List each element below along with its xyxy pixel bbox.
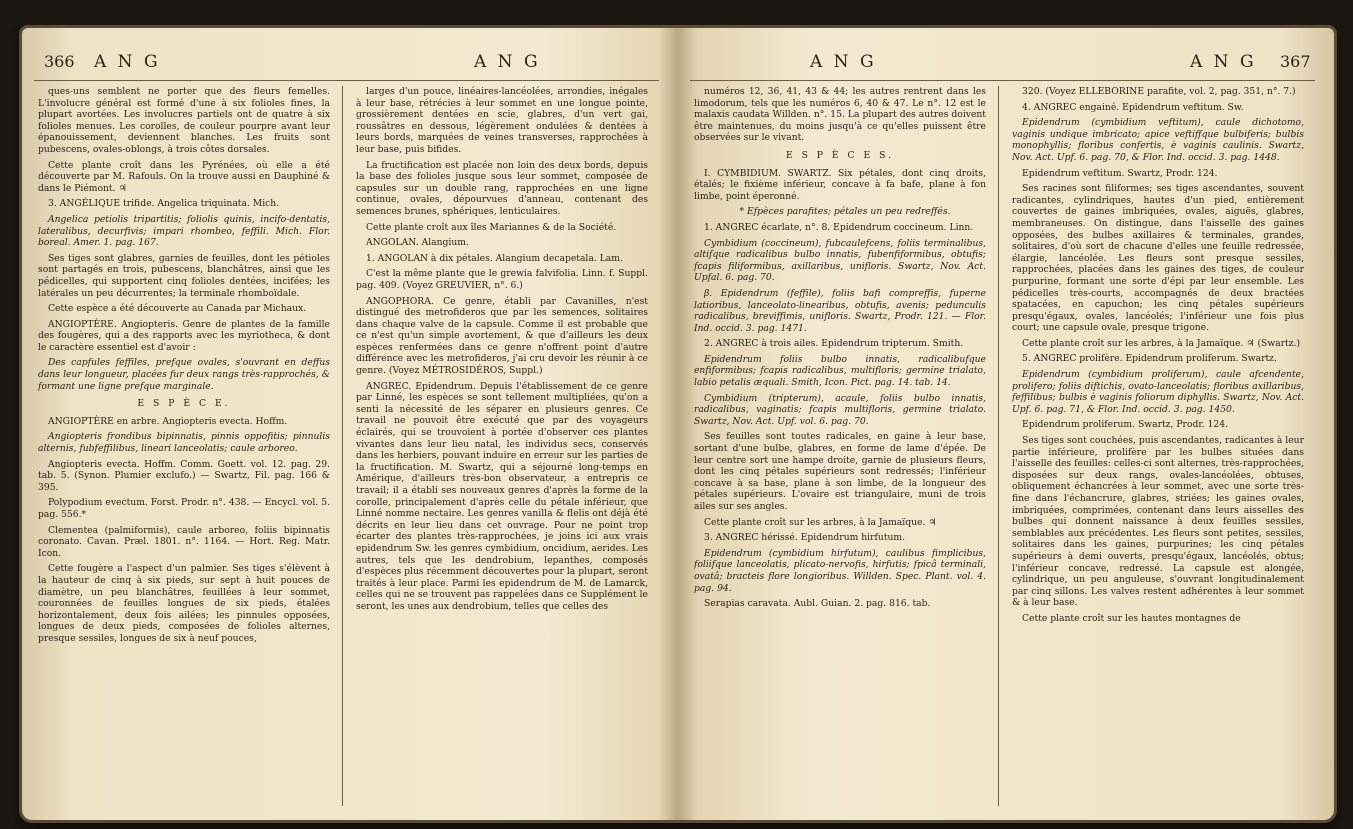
- paragraph: I. CYMBIDIUM. SWARTZ. Six pétales, dont cinq droits, étalés; le fixième inférieur, concave à fa bafe, plane à fon limbe, point éperonné.: [694, 167, 986, 202]
- paragraph: ANGOPHORA. Ce genre, établi par Cavanilles, n'est distingué des metrofideros que par les semences, solitaires dans chaque valve de la capsule. Comme il est probable que ce n'est qu'un simple avortement, & que d'ailleurs les deux espèces renfermées dans ce genre n'offrent point d'autre différence avec les metrofideros, j'ai cru devoir les réunir à ce genre. (Voyez MÉTROSIDÉROS, Suppl.): [356, 295, 648, 377]
- paragraph: Epidendrum veftitum. Swartz, Prodr. 124.: [1022, 167, 1218, 179]
- entry-heading: 1. ANGOLAN à dix pétales. Alangium decapetala. Lam.: [366, 252, 623, 264]
- entry-heading: 4. ANGREC engainé. Epidendrum veftitum. Sw.: [1022, 101, 1244, 113]
- right-page-columns: [690, 86, 1320, 808]
- entry-heading: ANGIOPTÈRE en arbre. Angiopteris evecta. Hoffm.: [48, 415, 288, 427]
- paragraph: Epidendrum foliis bulbo innatis, radicalibufque enfiformibus; fcapis radicalibus, multifloris; germine trialato, labio petalis æquali. Smith, Icon. Pict. pag. 14. tab. 14.: [694, 353, 986, 389]
- left-column-2: [356, 86, 648, 806]
- paragraph: C'est la même plante que le grewia falvifolia. Linn. f. Suppl. pag. 409. (Voyez GREUVIER, n°. 6.): [356, 268, 648, 291]
- entry-heading: ANGIOPTÈRE. Angiopteris. Genre de plantes de la famille des fougères, qui a des rapports avec les myriotheca, & dont le caractère essentiel est d'avoir :: [38, 318, 330, 353]
- left-page: [34, 48, 664, 808]
- paragraph: Cette fougère a l'aspect d'un palmier. Ses tiges s'élèvent à la hauteur de cinq à six pieds, sur sept à huit pouces de diamètre, un peu blanchâtres, feuillées à leur sommet, couronnées de feuilles longues de six pieds, étalées horizontalement, deux fois ailées; les pinnules opposées, longues de deux pieds, composées de folioles alternes, presque sessiles, longues de six à neuf pouces,: [38, 563, 330, 644]
- entry-heading: 3. ANGÉLIQUE trifide. Angelica triquinata. Mich.: [48, 198, 280, 210]
- entry-heading: 5. ANGREC prolifère. Epidendrum proliferum. Swartz.: [1022, 353, 1277, 365]
- paragraph: Cette plante croît aux îles Mariannes & de la Société.: [366, 221, 617, 233]
- paragraph: ques-uns semblent ne porter que des fleurs femelles. L'involucre général est formé d'une à six folioles fines, la plupart avortées. Les involucres partiels ont de quatre à six folioles menues. Les corolles, de couleur pourpre avant leur épanouissement, deviennent blanches. Les fruits sont pubescens, ovales-oblongs, à trois côtes dorsales.: [38, 86, 330, 155]
- column-rule: [998, 86, 999, 806]
- paragraph: Serapias caravata. Aubl. Guian. 2. pag. 816. tab.: [704, 598, 931, 610]
- right-page: [690, 48, 1320, 808]
- section-heading: E S P È C E S.: [785, 149, 895, 161]
- left-column-1: [38, 86, 330, 806]
- column-rule: [342, 86, 343, 806]
- header-rule: [690, 80, 1315, 81]
- paragraph: * Efpèces parafites; pétales un peu redreffés.: [739, 206, 951, 218]
- paragraph: Polypodium evectum. Forst. Prodr. n°. 438. — Encycl. vol. 5. pag. 556.*: [38, 497, 330, 520]
- paragraph: Angiopteris evecta. Hoffm. Comm. Goett. vol. 12. pag. 29. tab. 5. (Synon. Plumier exclufo.) — Swartz, Fil. pag. 166 & 395.: [38, 458, 330, 493]
- paragraph: Angiopteris frondibus bipinnatis, pinnis oppofitis; pinnulis alternis, fubfeffilibus, lineari lanceolatis; caule arboreo.: [38, 431, 330, 455]
- paragraph: Ses feuilles sont toutes radicales, en gaine à leur base, sortant d'une bulbe, glabres, en forme de lame d'épée. De leur centre sort une hampe droite, garnie de plusieurs fleurs, dont les cinq pétales supérieurs sont redressés; l'inférieur concave à sa base, plane à son limbe, de la longueur des pétales supérieurs. L'ovaire est triangulaire, muni de trois ailes sur ses angles.: [694, 431, 986, 512]
- open-book: [22, 28, 1334, 820]
- paragraph: Cette plante croît sur les hautes montagnes de: [1022, 612, 1241, 624]
- paragraph: Epidendrum (cymbidium veftitum), caule dichotomo, vaginis undique imbricato; apice veftiffque bulbiferis; bulbis monophyllis; floribus confertis, è vaginis caulinis. Swartz, Nov. Act. Upf. 6. pag. 70, & Flor. Ind. occid. 3. pag. 1448.: [1012, 117, 1304, 163]
- section-heading: E S P È C E.: [137, 398, 231, 410]
- paragraph: 320. (Voyez ELLÉBORINE parafite, vol. 2, pag. 351, n°. 7.): [1022, 86, 1296, 97]
- paragraph: Cette plante croît sur les arbres, à la Jamaïque. ♃: [704, 516, 937, 528]
- paragraph: Epidendrum (cymbidium proliferum), caule afcendente, prolifero; foliis diftichis, ovato-lanceolatis; floribus axillaribus, feffilibus; bulbis è vaginis foliorum diphyllis. Swartz, Nov. Act. Upf. 6. pag. 71, & Flor. Ind. occid. 3. pag. 1450.: [1012, 369, 1304, 415]
- running-head: A N G: [1190, 52, 1257, 72]
- paragraph: Epidendrum proliferum. Swartz, Prodr. 124.: [1022, 419, 1229, 431]
- paragraph: Cymbidium (tripterum), acaule, foliis bulbo innatis, radicalibus, vaginatis; fcapis multifloris, germine trialato. Swartz, Nov. Act. Upf. vol. 6. pag. 70.: [694, 392, 986, 427]
- left-page-columns: [34, 86, 664, 808]
- running-head: A N G: [474, 52, 541, 72]
- entry-heading: 2. ANGREC à trois ailes. Epidendrum tripterum. Smith.: [704, 338, 964, 350]
- paragraph: Epidendrum (cymbidium hirfutum), caulibus fimplicibus, foliifque lanceolatis, plicato-nervofis, hirfutis; fpicâ terminali, ovatâ; bracteis flore longioribus. Willden. Spec. Plant. vol. 4. pag. 94.: [694, 547, 986, 594]
- paragraph: β. Epidendrum (feffile), foliis bafi compreffis, fuperne latioribus, lanceolato-linearibus, obtufis, avenis; pedunculis radicalibus, breviffimis, unifloris. Swartz, Prodr. 121. — Flor. Ind. occid. 3. pag. 1471.: [694, 287, 986, 334]
- left-page-header: [34, 48, 664, 78]
- page-number: 366: [44, 52, 75, 71]
- paragraph: Cette plante croît dans les Pyrénées, où elle a été découverte par M. Rafouls. On la trouve aussi en Dauphiné & dans le Piémont. ♃: [38, 159, 330, 194]
- paragraph: Des capfules feffiles, prefque ovales, s'ouvrant en deffus dans leur longueur, placées fur deux rangs très-rapprochés, & formant une ligne prefque marginale.: [38, 357, 330, 392]
- right-column-2: [1012, 86, 1304, 806]
- paragraph: Cymbidium (coccineum), fubcaulefcens, foliis terminalibus, altifque radicalibus bulbo innatis, fubenfiformibus, obtufis; fcapis filiformibus, axillaribus, unifloris. Swartz, Nov. Act. Upfal. 6. pag. 70.: [694, 237, 986, 284]
- running-head: A N G: [810, 52, 877, 72]
- right-page-header: [690, 48, 1320, 78]
- paragraph: larges d'un pouce, linéaires-lancéolées, arrondies, inégales à leur base, rétrécies à leur sommet en une longue pointe, grossièrement dentées en scie, glabres, d'un vert gai, roussâtres en dessous, légèrement ondulées & dentées à leurs bords, marquées de veines transverses, rapprochées à leur base, puis bifides.: [356, 86, 648, 155]
- paragraph: numéros 12, 36, 41, 43 & 44; les autres rentrent dans les limodorum, tels que les numéros 6, 40 & 47. Le n°. 12 est le malaxis caudata Willden. n°. 15. La plupart des autres doivent être maintenues, du moins jusqu'à ce qu'elles puissent être observées sur le vivant.: [694, 86, 986, 144]
- running-head: A N G: [94, 52, 161, 72]
- paragraph: Ses tiges sont couchées, puis ascendantes, radicantes à leur partie inférieure, prolifère par les bulbes situées dans l'aisselle des feuilles: celles-ci sont alternes, très-rapprochées, disposées sur deux rangs, ovales-lancéolées, obtuses, obliquement échancrées à leur sommet, avec une sorte très-fine dans l'échancrure, glabres, striées; les gaines ovales, imbriquées, comprimées, contenant dans leurs aisselles des bulbes qui donnent naissance à deux feuilles sessiles, semblables aux précédentes. Les fleurs sont petites, sessiles, solitaires dans les gaines, purpurines; les cinq pétales supérieurs à demi ouverts, presqu'égaux, lancéolés, obtus; l'inférieur concave, redressé. La capsule est alongée, cylindrique, un peu anguleuse, s'ouvrant longitudinalement par cinq sillons. Les valves restent adhérentes à leur sommet & à leur base.: [1012, 435, 1304, 609]
- paragraph: Ses racines sont filiformes; ses tiges ascendantes, souvent radicantes, cylindriques, hautes d'un pied, entièrement couvertes de gaines imbriquées, ovales, aiguës, glabres, membraneuses. On distingue, dans l'aisselle des gaines opposées, des bulbes axillaires & terminales, grandes, solitaires, d'où sort de chacune d'elles une feuille redressée, élargie, lancéolée. Les fleurs sont presque sessiles, rapprochées, placées dans les gaines des tiges, de couleur purpurine, formant une sorte d'épi par leur ensemble. Les pédicelles très-courts, accompagnés de deux bractées spatacées, en capuchon; les cinq pétales supérieurs presqu'égaux, ovales, lancéolés; l'inférieur une fois plus court; une capsule ovale, presque trigone.: [1012, 183, 1304, 334]
- header-rule: [34, 80, 659, 81]
- paragraph: La fructification est placée non loin des deux bords, depuis la base des folioles jusque sous leur sommet, composée de capsules sur un double rang, rapprochées en une ligne continue, ovales, dépourvues d'anneau, contenant des semences brunes, sphériques, lenticulaires.: [356, 159, 648, 217]
- paragraph: Cette plante croît sur les arbres, à la Jamaïque. ♃ (Swartz.): [1022, 337, 1301, 349]
- entry-heading: 3. ANGREC hérissé. Epidendrum hirfutum.: [704, 532, 906, 544]
- paragraph: Ses tiges sont glabres, garnies de feuilles, dont les pétioles sont partagés en trois, pubescens, blanchâtres, ainsi que les pédicelles, qui supportent cinq folioles dentées, incifées; les latérales un peu décurrentes; la terminale rhomboïdale.: [38, 252, 330, 299]
- page-number: 367: [1280, 52, 1311, 71]
- paragraph: ANGREC. Epidendrum. Depuis l'établissement de ce genre par Linné, les espèces se sont tellement multipliées, qu'on a senti la nécessité de les séparer en plusieurs genres. Ce travail ne pouvoit être exécuté que par des voyageurs éclairés, qui se trouvoient à portée d'observer ces plantes vivantes dans leur lieu natal, les individus secs, conservés dans les herbiers, pouvant induire en erreur sur les parties de la fructification. M. Swartz, qui a séjourné long-temps en Amérique, d'ailleurs très-bon observateur, a entrepris ce travail; il a établi ses nouveaux genres d'après la forme de la corolle, principalement d'après celle du pétale inférieur, que Linné nomme nectaire. Les genres vanilla & flelis ont déjà été décrits en leur lieu dans cet ouvrage. Pour ne point trop écarter des plantes très-rapprochées, je joins ici aux vrais epidendrum Sw. les genres cymbidium, oncidium, aerides. Les autres, tels que les dendrobium, lepanthes, composés d'espèces plus récemment découvertes pour la plupart, seront traités à leur place. Parmi les epidendrum de M. de Lamarck, celles qui ne se trouvent pas rappelées dans ce Supplément le seront, les unes aux dendrobium, telles que celles des: [356, 380, 648, 612]
- right-column-1: [694, 86, 986, 806]
- entry-heading: 1. ANGREC écarlate, n°. 8. Epidendrum coccineum. Linn.: [704, 221, 974, 233]
- paragraph: Clementea (palmiformis), caule arboreo, foliis bipinnatis coronato. Cavan. Præl. 1801. n°. 1164. — Hort. Reg. Matr. Icon.: [38, 524, 330, 559]
- entry-heading: ANGOLAN. Alangium.: [366, 237, 469, 249]
- paragraph: Angelica petiolis tripartitis; foliolis quinis, incifo-dentatis, lateralibus, decurfivis; impari rhombeo, feffili. Mich. Flor. boreal. Amer. 1. pag. 167.: [38, 213, 330, 249]
- paragraph: Cette espèce a été découverte au Canada par Michaux.: [48, 303, 307, 315]
